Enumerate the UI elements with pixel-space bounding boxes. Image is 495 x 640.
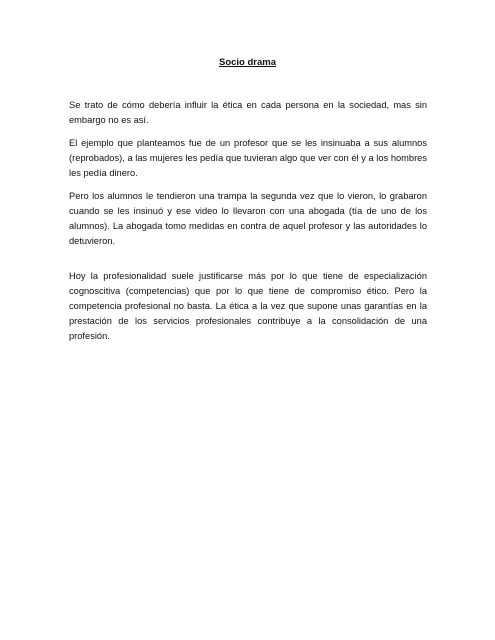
paragraph-conclusion: Hoy la profesionalidad suele justificarse más por lo que tiene de especialización cognoscitiva (competencias) que por lo que tiene de compromiso ético. Pero la competencia profesional no basta. La ética a la vez que supone unas garantías en la prestación de los servicios profesionales contribuye a la consolidación de una profesión. (69, 271, 427, 341)
paragraph-spacer (69, 257, 427, 269)
paragraph-example: El ejemplo que planteamos fue de un profesor que se les insinuaba a sus alumnos (reprobados), a las mujeres les pedía que tuvieran algo que ver con él y a los hombres les pedía dinero. (69, 138, 427, 178)
paragraph-outcome: Pero los alumnos le tendieron una trampa la segunda vez que lo vieron, lo grabaron cuando se les insinuó y ese video lo llevaron con una abogada (tía de uno de los alumnos). La abogada tomo medidas en contra de aquel profesor y las autoridades lo detuvieron. (69, 191, 427, 246)
document-title: Socio drama (218, 57, 277, 68)
paragraph-intro: Se trato de cómo debería influir la ética en cada persona en la sociedad, mas sin embargo no es así. (69, 100, 427, 125)
document-body (69, 98, 427, 352)
